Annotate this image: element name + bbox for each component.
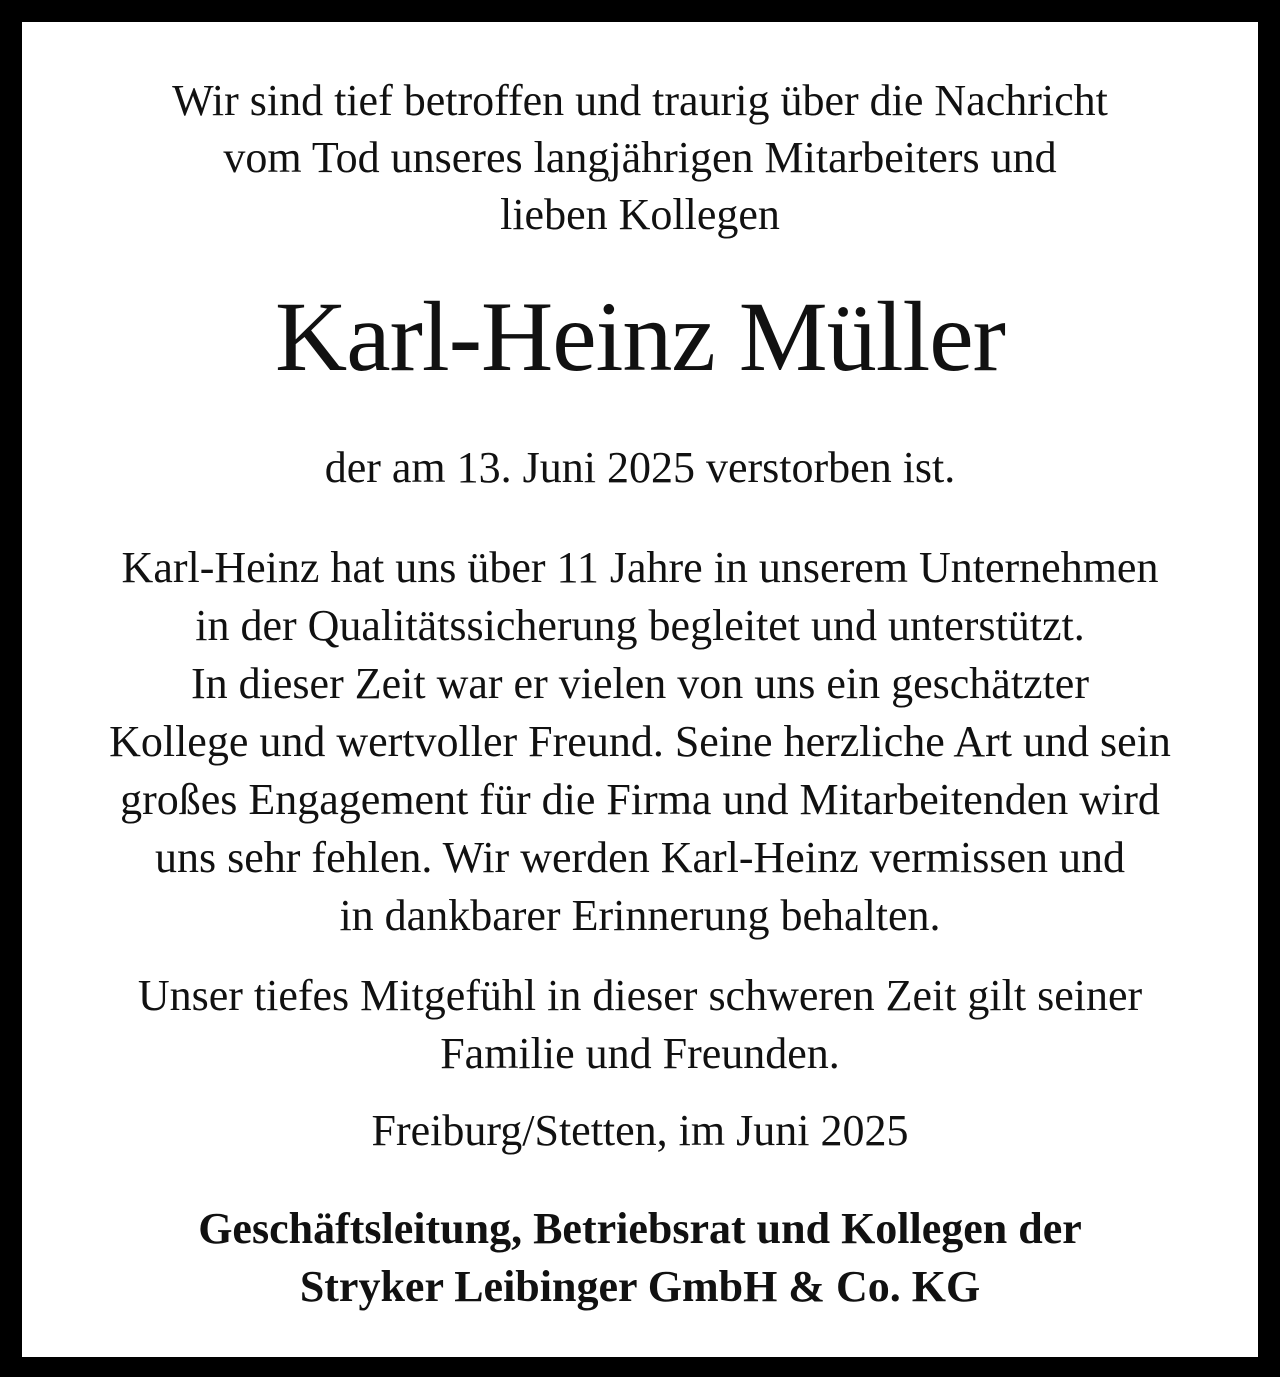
- obituary-notice: [22, 22, 1258, 1357]
- tribute-line-2: in der Qualitätssicherung begleitet und unterstützt.: [195, 601, 1085, 650]
- intro-line-3: lieben Kollegen: [500, 190, 780, 239]
- signature-line-1: Geschäftsleitung, Betriebsrat und Kollegen der: [198, 1204, 1082, 1253]
- condolence-line-2: Familie und Freunden.: [440, 1029, 840, 1078]
- tribute-line-5: großes Engagement für die Firma und Mitarbeitenden wird: [120, 775, 1160, 824]
- place-date: Freiburg/Stetten, im Juni 2025: [371, 1106, 909, 1155]
- intro-line-1: Wir sind tief betroffen und traurig über die Nachricht: [172, 76, 1108, 125]
- tribute-line-1: Karl-Heinz hat uns über 11 Jahre in unserem Unternehmen: [121, 543, 1159, 592]
- tribute-line-4: Kollege und wertvoller Freund. Seine herzliche Art und sein: [109, 717, 1171, 766]
- death-date-line: der am 13. Juni 2025 verstorben ist.: [324, 443, 956, 492]
- tribute-line-6: uns sehr fehlen. Wir werden Karl-Heinz vermissen und: [155, 833, 1125, 882]
- deceased-name: Karl-Heinz Müller: [275, 281, 1005, 392]
- condolence-line-1: Unser tiefes Mitgefühl in dieser schweren Zeit gilt seiner: [137, 971, 1143, 1020]
- signature-line-2: Stryker Leibinger GmbH & Co. KG: [299, 1262, 981, 1311]
- intro-line-2: vom Tod unseres langjährigen Mitarbeiters und: [223, 133, 1057, 182]
- tribute-line-7: in dankbarer Erinnerung behalten.: [339, 891, 941, 940]
- tribute-line-3: In dieser Zeit war er vielen von uns ein geschätzter: [191, 659, 1089, 708]
